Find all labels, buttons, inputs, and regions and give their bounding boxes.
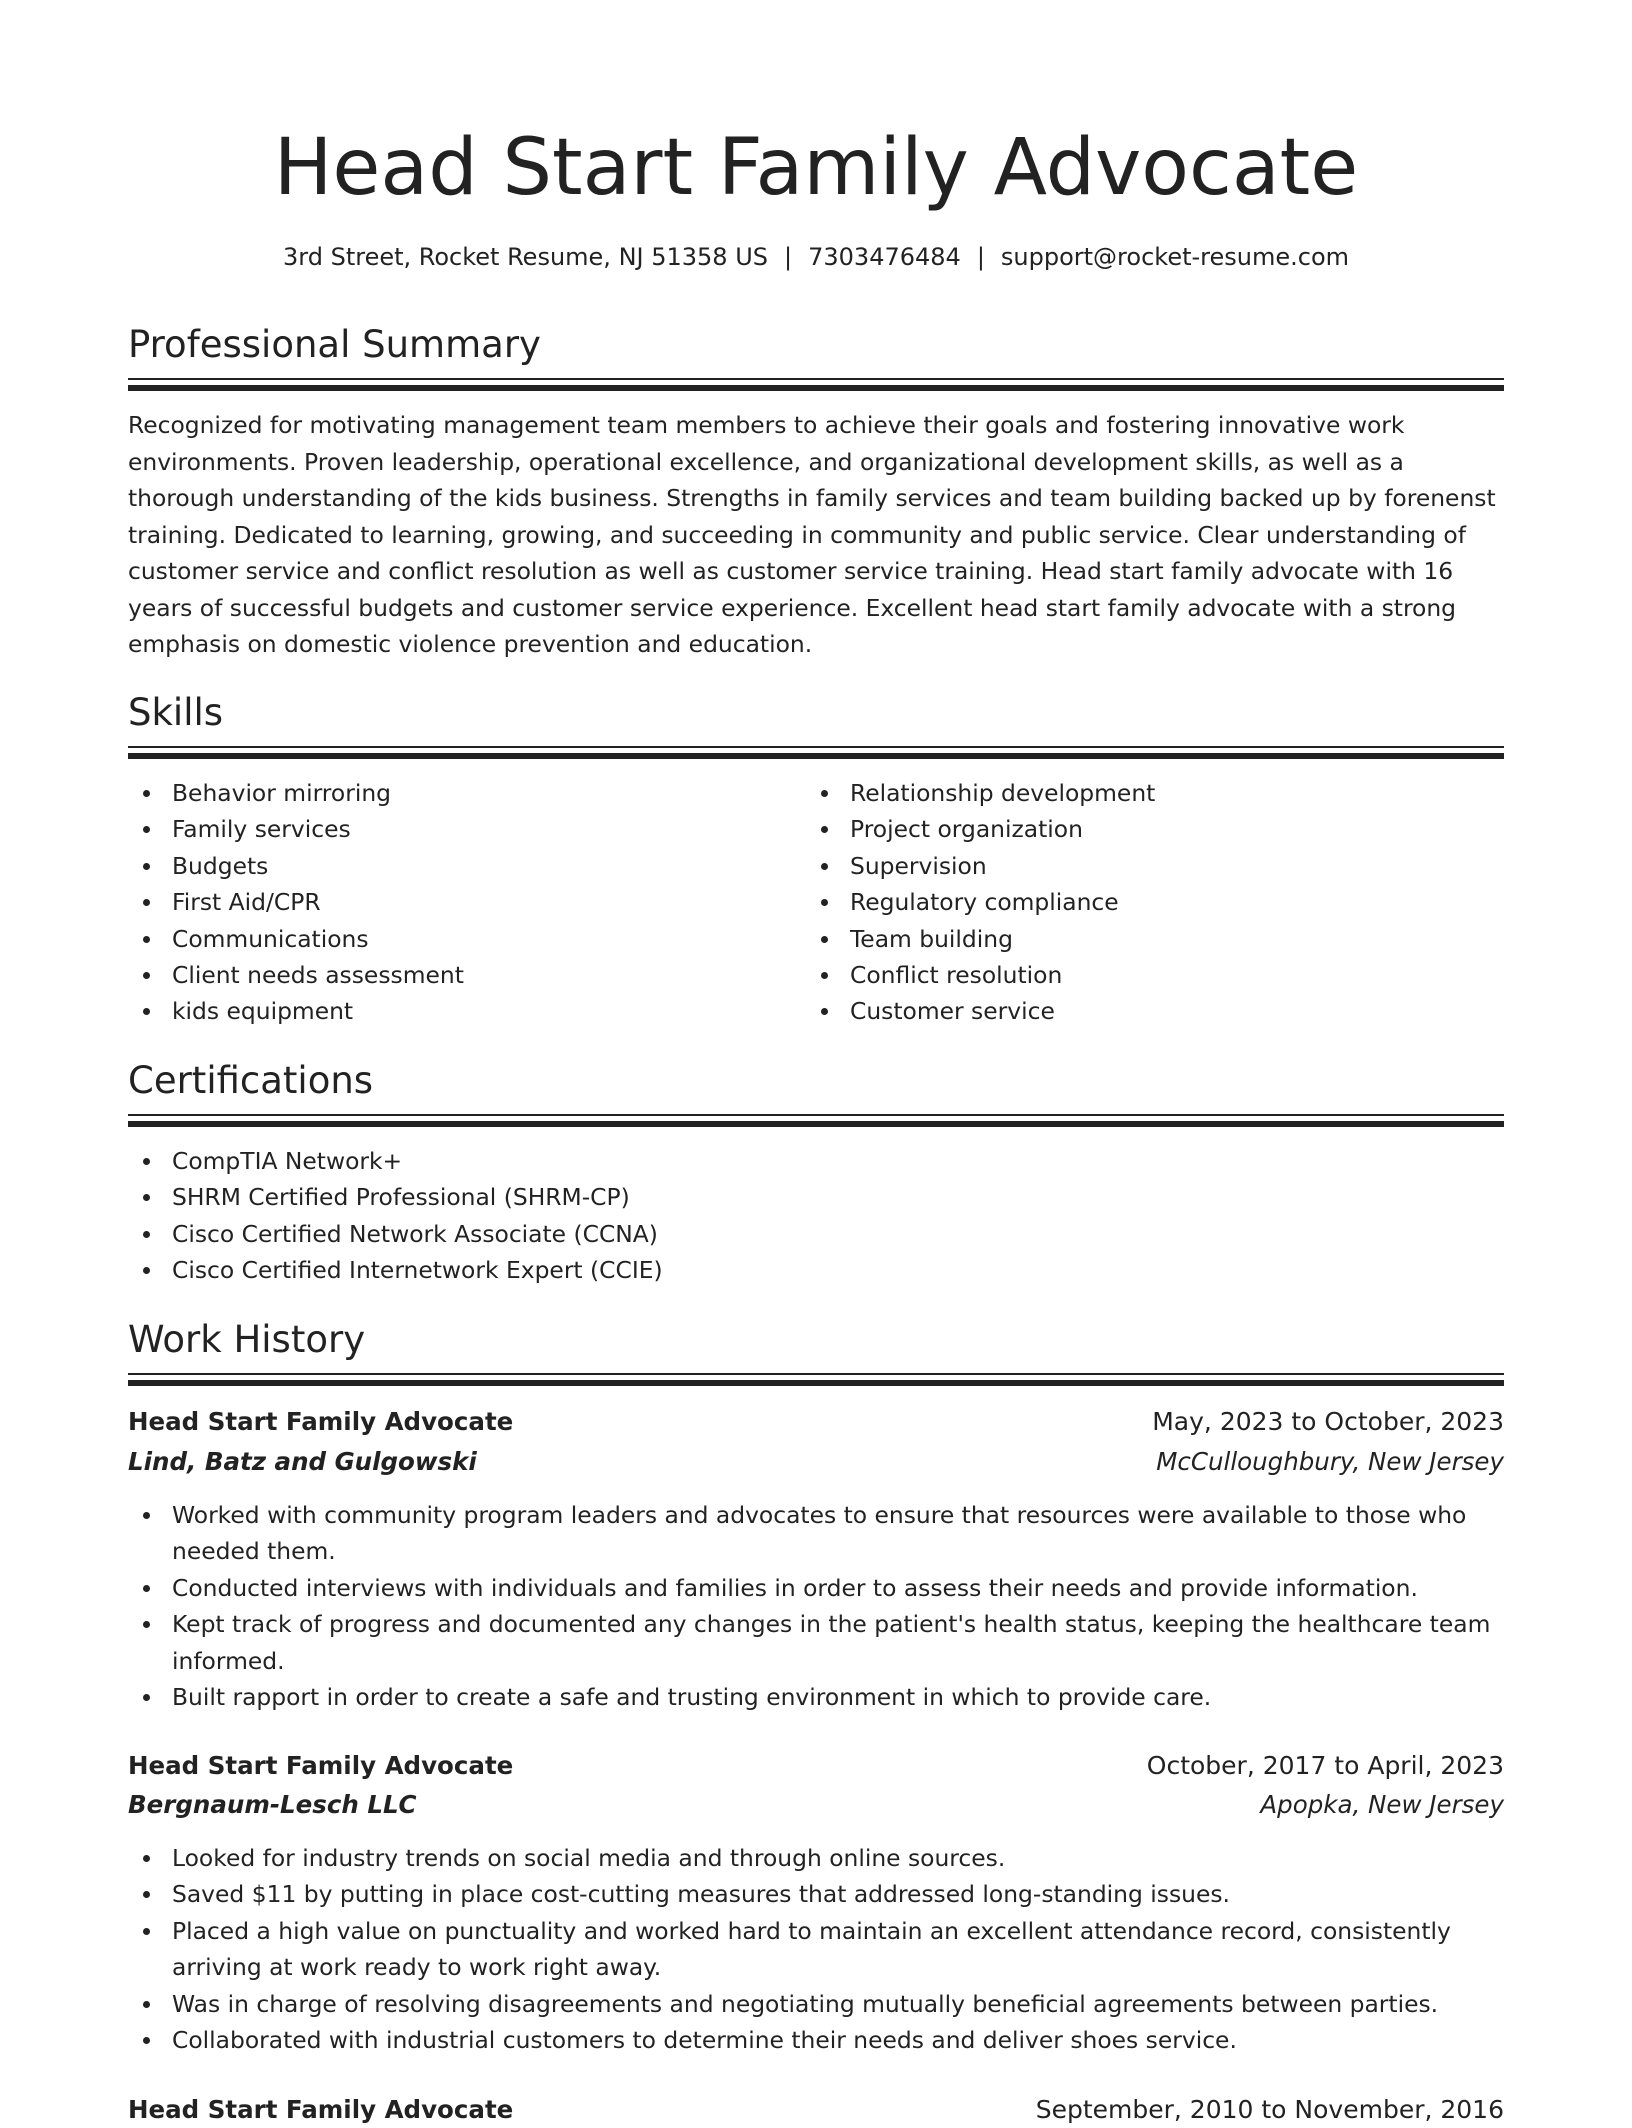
resume-name: Head Start Family Advocate (273, 123, 1359, 213)
certification-item: SHRM Certified Professional (SHRM-CP) (128, 1179, 1504, 1215)
skills-list-right (806, 775, 1466, 1030)
skill-item: Regulatory compliance (806, 884, 1466, 920)
skill-item: Conflict resolution (806, 957, 1466, 993)
certification-item: Cisco Certified Internetwork Expert (CCIE) (128, 1252, 1504, 1288)
contact-address: 3rd Street, Rocket Resume, NJ 51358 US (283, 243, 769, 271)
section-divider (128, 1373, 1504, 1385)
contact-line (128, 240, 1504, 274)
summary-text: Recognized for motivating management team members to achieve their goals and fostering innovative work environments. Proven leadership, operational excellence, and organizational development skills, as well as a thorough understanding of the kids business. Strengths in family services and team building backed up by forenenst training. Dedicated to learning, growing, and succeeding in community and public service. Clear understanding of customer service and conflict resolution as well as customer service training. Head start family advocate with 16 years of successful budgets and customer service experience. Excellent head start family advocate with a strong emphasis on domestic violence prevention and education. (128, 411, 1496, 658)
skill-item: Client needs assessment (128, 957, 788, 993)
job-company: Lind, Batz and Gulgowski (128, 1447, 477, 1476)
skill-item: Supervision (806, 848, 1466, 884)
job-dates: September, 2010 to November, 2016 (1035, 2095, 1504, 2124)
job-bullets (128, 1497, 1504, 1715)
job-location: Apopka, New Jersey (1260, 1790, 1504, 1819)
job-title: Head Start Family Advocate (128, 1751, 514, 1780)
section-title-work-history: Work History (128, 1318, 366, 1361)
job-duty: Conducted interviews with individuals and families in order to assess their needs and provide information. (128, 1570, 1504, 1606)
certifications-list (128, 1143, 1504, 1289)
job-bullets (128, 1840, 1504, 2058)
skill-item: Budgets (128, 848, 788, 884)
contact-email: support@rocket-resume.com (1000, 243, 1349, 271)
section-title-skills: Skills (128, 691, 224, 734)
job-dates: May, 2023 to October, 2023 (1152, 1407, 1504, 1436)
certifications-block (128, 1143, 1504, 1289)
skill-item: Project organization (806, 811, 1466, 847)
job-duties-list (128, 1840, 1504, 2058)
job-duty: Saved $11 by putting in place cost-cutting measures that addressed long-standing issues. (128, 1876, 1504, 1912)
job-duty: Collaborated with industrial customers to determine their needs and deliver shoes service. (128, 2022, 1504, 2058)
skill-item: kids equipment (128, 993, 788, 1029)
job-dates: October, 2017 to April, 2023 (1146, 1751, 1504, 1780)
contact-separator: | (976, 243, 985, 271)
skill-item: Customer service (806, 993, 1466, 1029)
skill-item: Relationship development (806, 775, 1466, 811)
section-divider (128, 746, 1504, 758)
job-company: Bergnaum-Lesch LLC (128, 1790, 417, 1819)
job-duties-list (128, 1497, 1504, 1715)
skill-item: Team building (806, 921, 1466, 957)
skill-item: Communications (128, 921, 788, 957)
section-divider (128, 378, 1504, 390)
job-title: Head Start Family Advocate (128, 2095, 514, 2124)
certification-item: Cisco Certified Network Associate (CCNA) (128, 1216, 1504, 1252)
section-title-certifications: Certifications (128, 1059, 374, 1102)
job-duty: Kept track of progress and documented any changes in the patient's health status, keeping the healthcare team informed. (128, 1606, 1504, 1679)
job-location: McCulloughbury, New Jersey (1156, 1447, 1504, 1476)
skill-item: Family services (128, 811, 788, 847)
skills-left-column (128, 775, 788, 1030)
section-divider (128, 1114, 1504, 1126)
job-duty: Was in charge of resolving disagreements and negotiating mutually beneficial agreements between parties. (128, 1986, 1504, 2022)
skill-item: First Aid/CPR (128, 884, 788, 920)
job-duty: Placed a high value on punctuality and worked hard to maintain an excellent attendance record, consistently arriving at work ready to work right away. (128, 1913, 1504, 1986)
contact-separator: | (784, 243, 793, 271)
skill-item: Behavior mirroring (128, 775, 788, 811)
certification-item: CompTIA Network+ (128, 1143, 1504, 1179)
job-duty: Looked for industry trends on social media and through online sources. (128, 1840, 1504, 1876)
section-title-summary: Professional Summary (128, 323, 541, 366)
contact-phone: 7303476484 (808, 243, 961, 271)
job-duty: Built rapport in order to create a safe and trusting environment in which to provide care. (128, 1679, 1504, 1715)
job-duty: Worked with community program leaders and advocates to ensure that resources were available to those who needed them. (128, 1497, 1504, 1570)
skills-list-left (128, 775, 788, 1030)
job-title: Head Start Family Advocate (128, 1407, 514, 1436)
skills-right-column (806, 775, 1466, 1030)
